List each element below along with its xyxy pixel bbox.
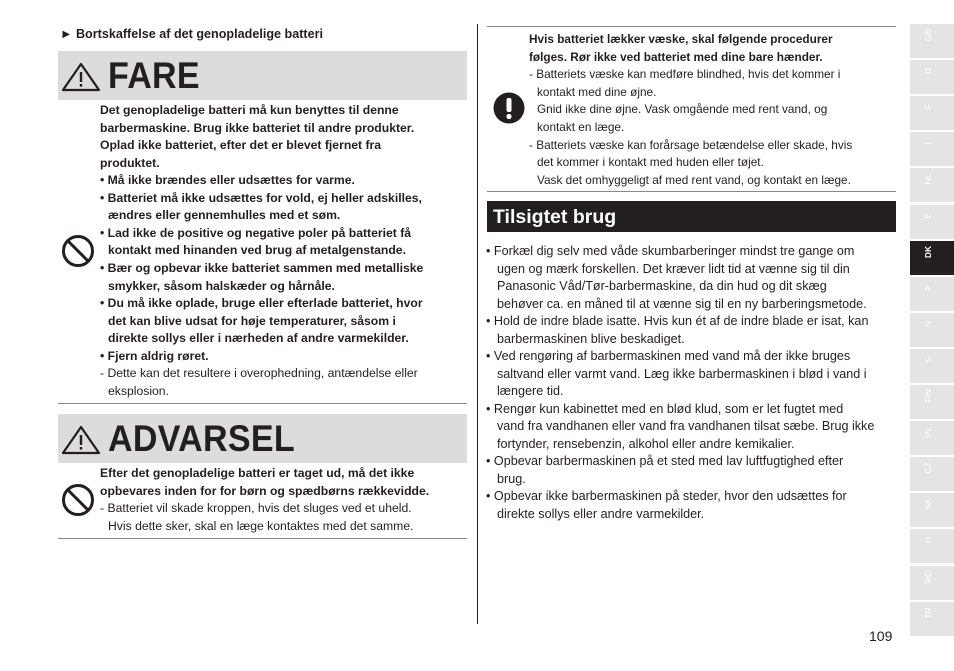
tab-nl[interactable]: [910, 168, 954, 202]
tab-label: S: [923, 357, 933, 363]
text-line: det kommer i kontakt med huden eller tøjet.: [537, 155, 764, 170]
text-line: Vask det omhyggeligt af med rent vand, og kontakt en læge.: [537, 172, 851, 187]
text-line: direkte sollys eller i nærheden af andre varmekilder.: [108, 331, 409, 346]
text-line: • Batteriet må ikke udsættes for vold, ej heller adskilles,: [100, 190, 422, 205]
page-number: 109: [869, 628, 893, 644]
text-line: ændres eller gennemhulles med et søm.: [108, 208, 341, 223]
text-line: • Opbevar ikke barbermaskinen på steder, hvor den udsættes for: [486, 489, 847, 503]
text-line: • Fjern aldrig røret.: [100, 348, 209, 363]
tab-label: H: [923, 537, 933, 544]
tab-d[interactable]: [910, 60, 954, 94]
text-line: • Forkæl dig selv med våde skumbarberinger mindst tre gange om: [486, 244, 855, 258]
tab-label: NL: [923, 173, 933, 185]
tab-label: TR: [923, 606, 933, 619]
text-line: direkte sollys eller andre varmekilder.: [497, 506, 705, 521]
tab-label: I: [923, 142, 933, 145]
column-divider: [477, 24, 478, 624]
text-line: kontakt med dine øjne.: [537, 84, 657, 99]
tab-label: D: [923, 68, 933, 75]
warning-banner: [58, 414, 467, 463]
tab-s[interactable]: [910, 349, 954, 383]
text-line: længere tid.: [497, 384, 564, 398]
text-line: barbermaskinen blive beskadiget.: [497, 331, 685, 346]
text-line: Gnid ikke dine øjne. Vask omgående med rent vand, og: [537, 102, 828, 117]
tab-dk[interactable]: [910, 241, 954, 275]
text-line: opbevares inden for for børn og spædbørns rækkevidde.: [100, 483, 430, 498]
tab-gb[interactable]: [910, 24, 954, 58]
usage-title: Tilsigtet brug: [493, 206, 617, 228]
text-line: saltvand eller varmt vand. Læg ikke barbermaskinen i blød i vand i: [497, 366, 867, 381]
tab-e[interactable]: [910, 205, 954, 239]
text-line: • Må ikke brændes eller udsættes for varme.: [100, 173, 355, 188]
text-line: Hvis dette sker, skal en læge kontaktes med det samme.: [108, 518, 414, 533]
warning-triangle-icon: [61, 62, 101, 92]
text-line: kontakt en læge.: [537, 120, 625, 134]
tab-label: RO: [923, 570, 933, 583]
prohibition-icon: [61, 234, 95, 268]
tab-label: DK: [923, 245, 933, 258]
tab-label: CZ: [923, 462, 933, 474]
text-line: produktet.: [100, 155, 160, 170]
text-line: • Lad ikke de positive og negative poler på batteriet få: [100, 225, 412, 240]
text-line: • Rengør kun kabinettet med en blød klud, som er let fugtet med: [486, 401, 844, 416]
tab-label: E: [923, 212, 933, 219]
text-line: • Bær og opbevar ikke batteriet sammen med metalliske: [100, 260, 424, 275]
section-heading: ► Bortskaffelse af det genopladelige batteri: [60, 27, 323, 41]
warning-triangle-icon: [61, 425, 101, 455]
text-line: ugen og mærk forskellen. Det kræver lidt tid at vænne sig til din: [497, 261, 850, 276]
tab-pl[interactable]: [910, 421, 954, 455]
text-line: - Batteriets væske kan forårsage betændelse eller skade, hvis: [529, 137, 853, 152]
tab-label: FIN: [923, 389, 933, 403]
text-line: • Ved rengøring af barbermaskinen med vand må der ikke bruges: [486, 349, 851, 363]
usage-title-bar: [487, 201, 896, 232]
text-line: brug.: [497, 471, 526, 486]
text-line: smykker, såsom halskæder og hårnåle.: [108, 278, 335, 293]
danger-banner: [58, 51, 467, 100]
exclamation-icon: [493, 92, 525, 124]
tab-h[interactable]: [910, 529, 954, 563]
text-line: Det genopladelige batteri må kun benyttes til denne: [100, 103, 399, 117]
text-line: fortynder, rensebenzin, alkohol eller andre kemikalier.: [497, 436, 795, 451]
text-line: vand fra vandhanen eller vand fra vandhanen tilsat sæbe. Brug ikke: [497, 419, 875, 433]
text-line: - Batteriets væske kan medføre blindhed, hvis det kommer i: [529, 67, 841, 82]
text-line: • Opbevar barbermaskinen på et sted med lav luftfugtighed efter: [486, 454, 844, 468]
text-line: - Batteriet vil skade kroppen, hvis det sluges ved et uheld.: [100, 501, 412, 516]
tab-label: PL: [923, 426, 933, 438]
tab-p[interactable]: [910, 277, 954, 311]
tab-fin[interactable]: [910, 385, 954, 419]
divider: [58, 403, 467, 404]
text-line: Panasonic Våd/Tør-barbermaskine, da din hud og dit skæg: [497, 279, 827, 293]
text-line: kontakt med hinanden ved brug af metalgenstande.: [108, 243, 406, 258]
text-line: behøver ca. en måned til at vænne sig til en ny barberingsmetode.: [497, 296, 867, 311]
text-line: barbermaskine. Brug ikke batteriet til andre produkter.: [100, 120, 415, 135]
divider: [487, 26, 896, 27]
divider: [58, 538, 467, 539]
text-line: • Du må ikke oplade, bruge eller efterlade batteriet, hvor: [100, 296, 423, 311]
tab-tr[interactable]: [910, 602, 954, 636]
danger-title: FARE: [108, 55, 200, 96]
text-line: Oplad ikke batteriet, efter det er blevet fjernet fra: [100, 138, 382, 153]
divider: [487, 191, 896, 192]
text-line: Efter det genopladelige batteri er taget ud, må det ikke: [100, 466, 415, 480]
tab-ro[interactable]: [910, 566, 954, 600]
text-line: følges. Rør ikke ved batteriet med dine bare hænder.: [529, 49, 823, 64]
tab-label: SK: [923, 498, 933, 510]
text-line: Hvis batteriet lækker væske, skal følgende procedurer: [529, 32, 833, 46]
tab-label: P: [923, 284, 933, 291]
text-line: det kan blive udsat for høje temperaturer, såsom i: [108, 313, 396, 328]
tab-label: F: [923, 104, 933, 110]
text-line: • Hold de indre blade isatte. Hvis kun ét af de indre blade er isat, kan: [486, 314, 869, 328]
tab-label: N: [923, 320, 933, 327]
prohibition-icon: [61, 483, 95, 517]
text-line: eksplosion.: [108, 383, 169, 398]
tab-label: GB: [923, 28, 933, 42]
warning-title: ADVARSEL: [108, 418, 295, 459]
text-line: - Dette kan det resultere i overophedning, antændelse eller: [100, 366, 418, 381]
tab-n[interactable]: [910, 313, 954, 347]
